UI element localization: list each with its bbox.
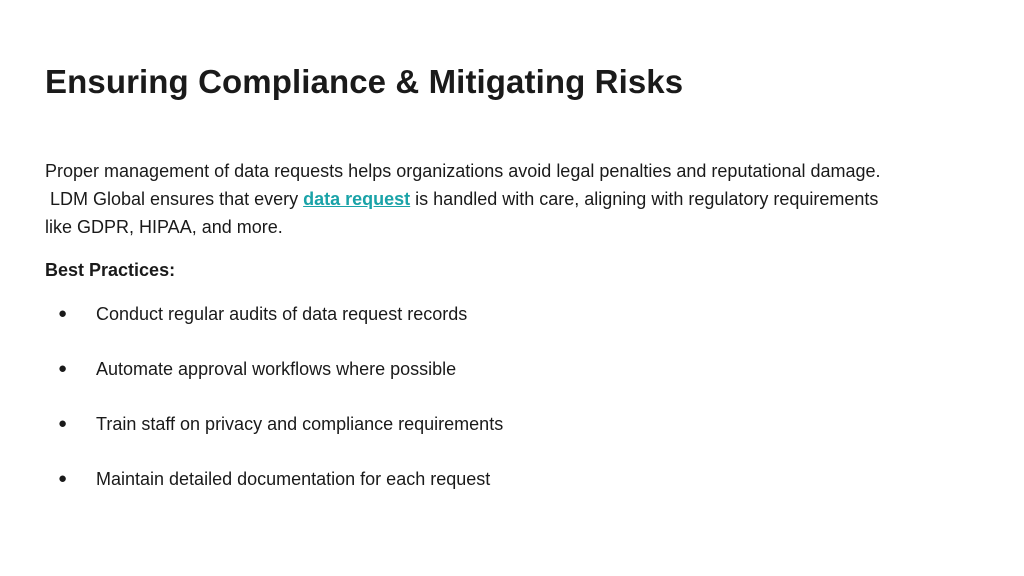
- list-item: [0, 300, 1024, 355]
- intro-line-1: Proper management of data requests helps organizations avoid legal penalties and reputational damage.: [45, 161, 881, 181]
- bullet-icon: ●: [58, 470, 68, 487]
- data-request-link[interactable]: data request: [303, 189, 411, 209]
- slide-title: Ensuring Compliance & Mitigating Risks: [45, 63, 684, 100]
- intro-line-3: like GDPR, HIPAA, and more.: [45, 217, 283, 237]
- intro-line-2-before: LDM Global ensures that every: [45, 189, 304, 209]
- list-item: [0, 410, 1024, 465]
- bullet-icon: ●: [58, 415, 68, 432]
- list-item: [0, 355, 1024, 410]
- list-item-text: Train staff on privacy and compliance requirements: [96, 414, 504, 434]
- intro-line-2-after: is handled with care, aligning with regulatory requirements: [410, 189, 879, 209]
- intro-line-2: [45, 185, 1005, 213]
- list-item-text: Automate approval workflows where possible: [96, 359, 457, 379]
- list-item: [0, 465, 1024, 520]
- best-practices-list: [0, 300, 1024, 520]
- list-item-text: Maintain detailed documentation for each request: [96, 469, 491, 489]
- intro-paragraph: [45, 157, 1005, 241]
- list-item-text: Conduct regular audits of data request records: [96, 304, 468, 324]
- best-practices-heading: Best Practices:: [45, 260, 176, 280]
- bullet-icon: ●: [58, 360, 68, 377]
- bullet-icon: ●: [58, 305, 68, 322]
